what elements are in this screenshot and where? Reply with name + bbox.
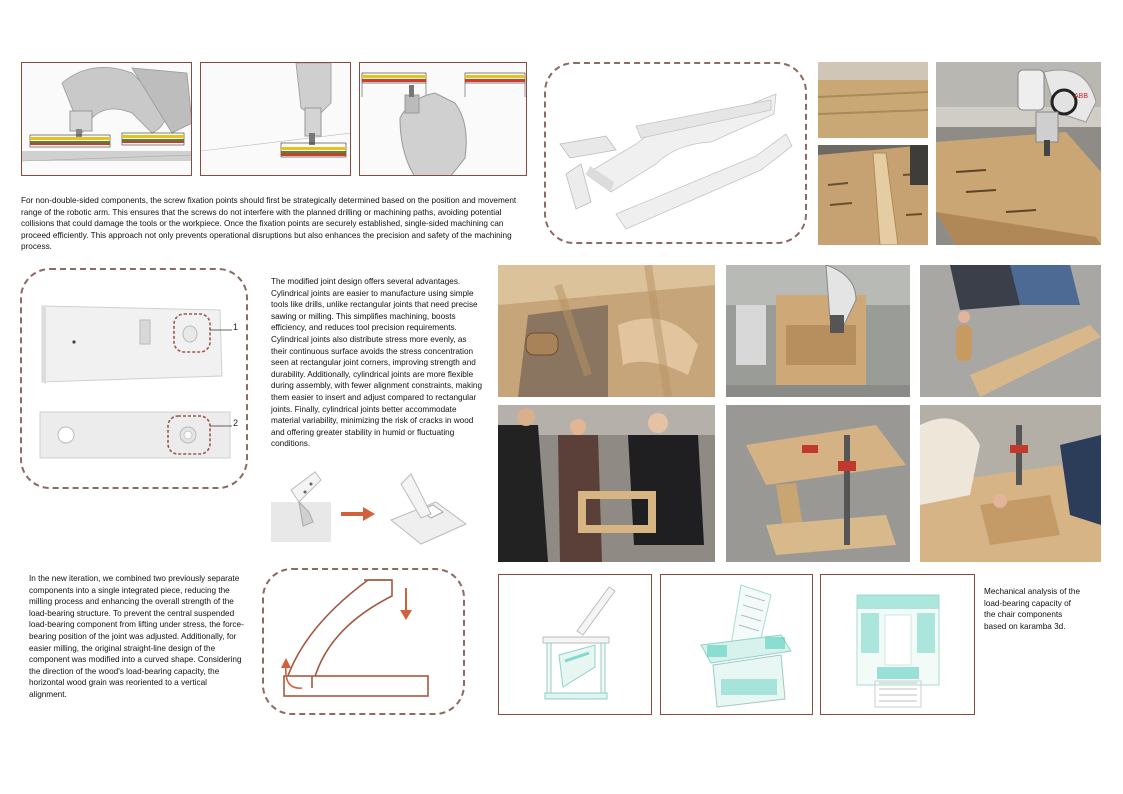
robot-sim-frame-3 [359, 62, 527, 176]
analysis-description: Mechanical analysis of the load-bearing capacity of the chair components based on karamba 3d. [984, 587, 1081, 631]
joint-detail-panel [20, 268, 248, 489]
curved-component-panel [262, 568, 465, 715]
photo-robot-cell [726, 265, 910, 397]
photo-team-assembly [498, 405, 715, 562]
robot-sim-frame-1 [21, 62, 192, 176]
curved-arrow-icon [282, 652, 283, 653]
component-render-panel [544, 62, 807, 244]
robot-sim-frame-2 [200, 62, 351, 176]
svg-text:ABB: ABB [1074, 93, 1089, 100]
stress-analysis-frame-1 [498, 574, 652, 715]
photo-cnc-surface [818, 62, 928, 138]
iteration-description: In the new iteration, we combined two previously separate components into a single integrated piece, reducing the milling process and enhancing the overall strength of the load-bearing structure. To prevent the central suspended load-bearing component from lifting under stress, the force-bearing position of the joint was adjusted. Additionally, for easier milling, the original straight-line design of the component was modified into a curved shape. Considering the direction of the wood's load-bearing capacity, the horizontal wood grain was reoriented to a vertical alignment. [29, 574, 244, 699]
joint-label-1: 1 [233, 322, 239, 332]
right-arrow-icon [341, 507, 375, 521]
photo-milled-board [818, 145, 928, 245]
photo-joint-closeup [498, 265, 715, 397]
joint-label-2: 2 [233, 418, 239, 428]
stress-analysis-frame-3 [820, 574, 975, 715]
photo-hammering [920, 265, 1101, 397]
fixation-description: For non-double-sided components, the screw fixation points should first be strategically determined based on the position and movement range of the robotic arm. This ensures that the screws do not interfere with the planned drilling or machining paths, avoiding potential collisions that could damage the tools or the workpiece. Once the fixation points are securely established, single-sided machining can proceed efficiently. This approach not only prevents operational disruptions but also enhances the precision and safety of the machining process. [21, 196, 517, 252]
joint-description: The modified joint design offers several advantages. Cylindrical joints are easier to manufacture using simple tools like drills, unlike rectangular joints that need precise sawing or milling. This simplifies machining, boosts efficiency, and reduces tool precision requirements. Cylindrical joints also distribute stress more evenly, as their continuous surface avoids the stress concentration seen at rectangular joint corners, improving strength and durability. Additionally, cylindrical joints are more flexible during assembly, with fewer alignment constraints, making them easier to insert and adjust compared to rectangular joints. Finally, cylindrical joints better accommodate material variability, minimizing the risk of cracks in wood and offering greater stability in humid or fluctuating conditions. [271, 277, 482, 449]
down-arrow-icon [396, 578, 397, 579]
photo-hand-assembly [920, 405, 1101, 562]
photo-robot-milling [936, 62, 1101, 245]
photo-clamped-frame [726, 405, 910, 562]
stress-analysis-frame-2 [660, 574, 813, 715]
